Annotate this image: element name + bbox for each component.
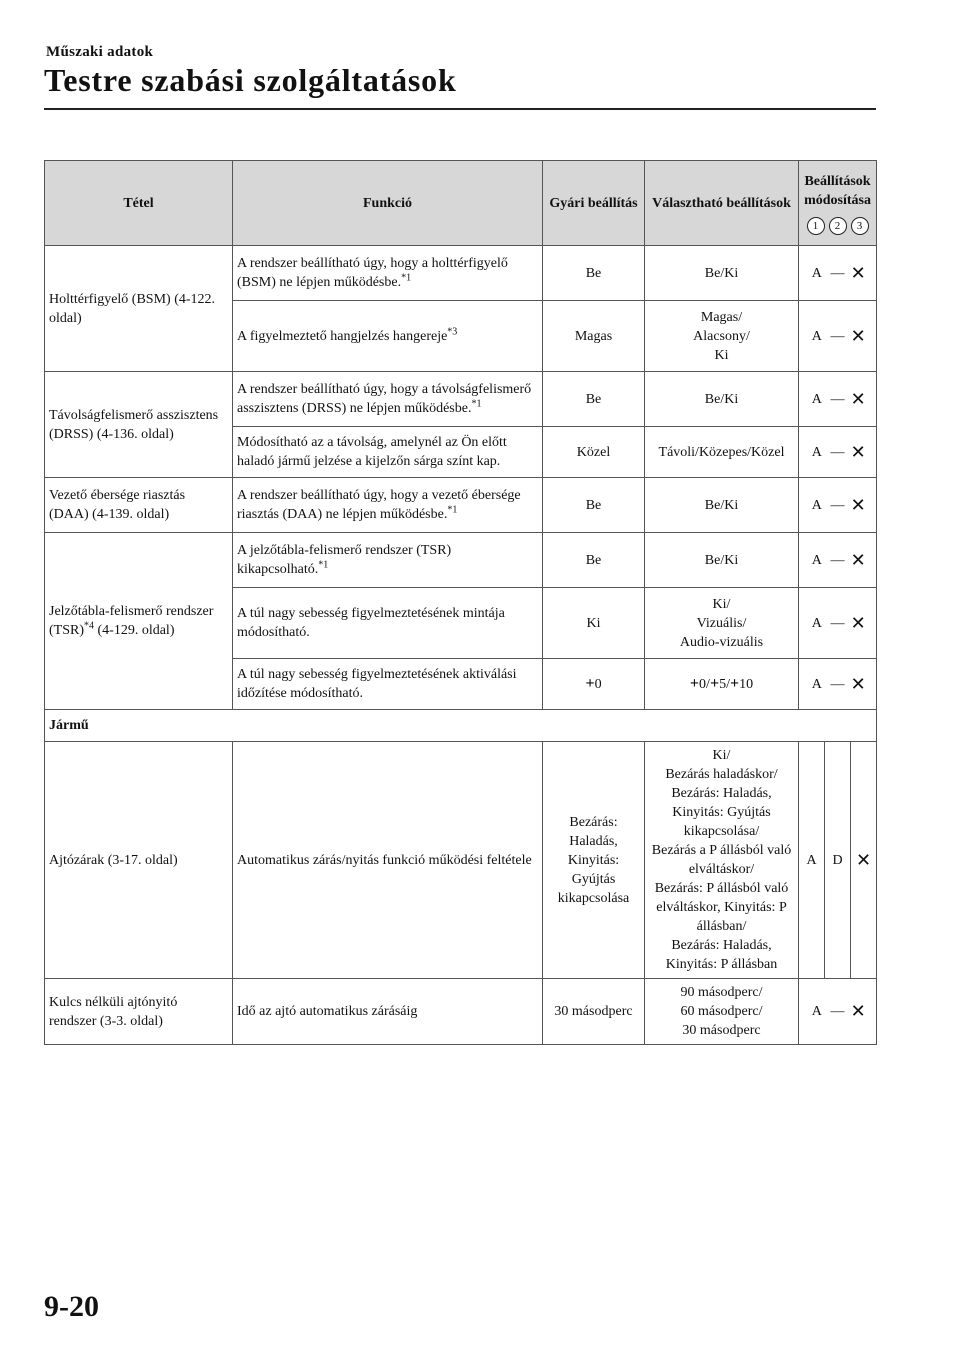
mod-1-value: A: [811, 1004, 822, 1020]
default-cell: Be: [543, 372, 645, 427]
cross-icon: ✕: [850, 673, 866, 694]
item-cell: Holttérfigyelő (BSM) (4-122. oldal): [45, 246, 233, 372]
options-cell: Magas/ Alacsony/ Ki: [645, 301, 799, 372]
cross-icon: ✕: [850, 441, 866, 462]
mod-1-value: A: [811, 615, 822, 631]
function-cell: A rendszer beállítható úgy, hogy a távolságfelismerő asszisztens (DRSS) ne lépjen működésbe.$^{*1}$: [233, 372, 543, 427]
item-cell: Vezető ébersége riasztás (DAA) (4-139. oldal): [45, 478, 233, 533]
plus-icon: +: [585, 675, 595, 692]
function-cell: A rendszer beállítható úgy, hogy a vezető ébersége riasztás (DAA) ne lépjen működésbe.$^{*1}$: [233, 478, 543, 533]
options-cell: Be/Ki: [645, 372, 799, 427]
default-cell: Be: [543, 246, 645, 301]
dash-icon: —: [830, 1004, 845, 1020]
dash-icon: —: [830, 265, 845, 281]
modification-cell: [799, 533, 877, 588]
header-modification: Beállítások módosítása 1 2 3: [799, 161, 877, 246]
item-cell: Ajtózárak (3-17. oldal): [45, 742, 233, 979]
default-cell: 30 másodperc: [543, 979, 645, 1045]
function-cell: Automatikus zárás/nyitás funkció működési feltétele: [233, 742, 543, 979]
options-cell: Ki/ Vizuális/ Audio-vizuális: [645, 588, 799, 659]
default-cell: Közel: [543, 427, 645, 478]
mod-1-cell: A: [799, 742, 825, 979]
options-cell: Távoli/Közepes/Közel: [645, 427, 799, 478]
dash-icon: —: [830, 552, 845, 568]
mod-1-value: A: [811, 328, 822, 344]
function-cell: A túl nagy sebesség figyelmeztetésének aktiválási időzítése módosítható.: [233, 659, 543, 710]
modification-cell: [799, 301, 877, 372]
cross-icon: ✕: [850, 388, 866, 409]
dash-icon: —: [830, 391, 845, 407]
page-title: Testre szabási szolgáltatások: [44, 62, 457, 98]
default-cell: Ki: [543, 588, 645, 659]
table-row: [45, 246, 877, 301]
item-cell: Távolságfelismerő asszisztens (DRSS) (4-136. oldal): [45, 372, 233, 478]
modification-cell: [799, 246, 877, 301]
group-label: Jármű: [45, 710, 877, 742]
circle-1-icon: 1: [807, 217, 825, 235]
dash-icon: —: [830, 676, 845, 692]
cross-icon: ✕: [850, 549, 866, 570]
table-row: [45, 979, 877, 1045]
table-row: [45, 478, 877, 533]
modification-cell: [799, 659, 877, 710]
options-cell: Be/Ki: [645, 533, 799, 588]
circle-3-icon: 3: [851, 217, 869, 235]
table-header-row: [45, 161, 877, 246]
default-cell: +0: [543, 659, 645, 710]
item-cell: Kulcs nélküli ajtónyitó rendszer (3-3. oldal): [45, 979, 233, 1045]
function-cell: Módosítható az a távolság, amelynél az Ön előtt haladó jármű jelzése a kijelzőn sárga színt kap.: [233, 427, 543, 478]
cross-icon: ✕: [851, 742, 877, 979]
mod-1-value: A: [811, 676, 822, 692]
function-cell: A jelzőtábla-felismerő rendszer (TSR) kikapcsolható.$^{*1}$: [233, 533, 543, 588]
plus-icon: +: [689, 675, 700, 692]
header-item: Tétel: [45, 161, 233, 246]
function-cell: Idő az ajtó automatikus zárásáig: [233, 979, 543, 1045]
plus-icon: +: [729, 675, 740, 692]
section-label: Műszaki adatok: [46, 44, 154, 60]
mod-1-value: A: [811, 444, 822, 460]
title-rule: [44, 108, 876, 110]
table-row: [45, 533, 877, 588]
cross-icon: ✕: [850, 262, 866, 283]
default-cell: Magas: [543, 301, 645, 372]
options-cell: Be/Ki: [645, 246, 799, 301]
mod-number-circles: [799, 216, 876, 235]
function-cell: A túl nagy sebesség figyelmeztetésének mintája módosítható.: [233, 588, 543, 659]
group-row-vehicle: [45, 710, 877, 742]
header-default: Gyári beállítás: [543, 161, 645, 246]
mod-1-value: A: [811, 497, 822, 513]
mod-1-value: A: [811, 391, 822, 407]
modification-cell: [799, 427, 877, 478]
options-cell: +0/+5/+10: [645, 659, 799, 710]
mod-2-cell: D: [825, 742, 851, 979]
mod-1-value: A: [811, 552, 822, 568]
cross-icon: ✕: [850, 612, 866, 633]
modification-cell: [799, 478, 877, 533]
options-cell: Ki/ Bezárás haladáskor/ Bezárás: Haladás, Kinyitás: Gyújtás kikapcsolása/ Bezárás a P állásból való elváltáskor/ Bezárás: P állásból való elváltáskor, Kinyitás: P állásban/ Bezárás: Haladás, Kinyitás: P állásban: [645, 742, 799, 979]
table-row: [45, 372, 877, 427]
header-options: Választható beállítások: [645, 161, 799, 246]
page-number: 9-20: [44, 1290, 99, 1323]
dash-icon: —: [830, 444, 845, 460]
settings-table: [44, 160, 877, 1045]
cross-icon: ✕: [850, 1001, 866, 1022]
table-row: [45, 742, 877, 979]
default-cell: Be: [543, 478, 645, 533]
dash-icon: —: [830, 497, 845, 513]
modification-cell: [799, 588, 877, 659]
dash-icon: —: [830, 328, 845, 344]
options-cell: Be/Ki: [645, 478, 799, 533]
circle-2-icon: 2: [829, 217, 847, 235]
dash-icon: —: [830, 615, 845, 631]
header-function: Funkció: [233, 161, 543, 246]
function-cell: A rendszer beállítható úgy, hogy a holttérfigyelő (BSM) ne lépjen működésbe.$^{*1}$: [233, 246, 543, 301]
item-cell: Jelzőtábla-felismerő rendszer (TSR)$^{*4}$ (4-129. oldal): [45, 533, 233, 710]
cross-icon: ✕: [850, 494, 866, 515]
function-cell: A figyelmeztető hangjelzés hangereje$^{*3}$: [233, 301, 543, 372]
default-cell: Be: [543, 533, 645, 588]
default-cell: Bezárás: Haladás, Kinyitás: Gyújtás kikapcsolása: [543, 742, 645, 979]
cross-icon: ✕: [850, 325, 866, 346]
mod-1-value: A: [811, 265, 822, 281]
modification-cell: [799, 372, 877, 427]
plus-icon: +: [709, 675, 720, 692]
modification-cell: [799, 979, 877, 1045]
options-cell: 90 másodperc/ 60 másodperc/ 30 másodperc: [645, 979, 799, 1045]
